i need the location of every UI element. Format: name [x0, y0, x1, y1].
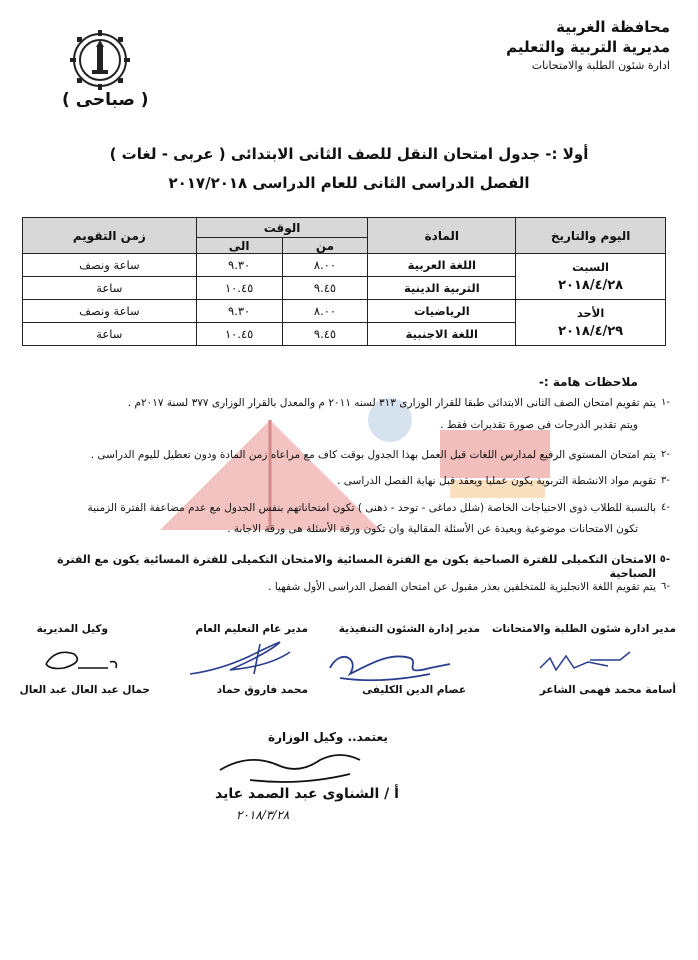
duration-cell: ساعة ونصف — [23, 254, 197, 277]
from-cell: ٩.٤٥ — [282, 277, 368, 300]
subject-cell: التربية الدينية — [368, 277, 516, 300]
notes-title: ملاحظات هامة :- — [538, 375, 638, 389]
note-item — [26, 396, 670, 410]
signature-name: محمد فاروق حماد — [216, 684, 308, 696]
signature-mark-icon — [210, 740, 370, 788]
governorate-label: محافظة الغربية — [556, 18, 670, 36]
to-cell: ١٠.٤٥ — [196, 323, 282, 346]
duration-cell: ساعة — [23, 323, 197, 346]
note-item — [26, 418, 638, 432]
signature-title: مدير عام التعليم العام — [195, 623, 308, 635]
signature-mark-icon — [38, 640, 128, 684]
header-subject: المادة — [368, 218, 516, 254]
day-date: ٢٠١٨/٤/٢٨ — [558, 278, 624, 293]
note-text: يتم امتحان المستوى الرفيع لمدارس اللغات قبل العمل بهذا الجدول بوقت كاف مع مراعاه زمن المادة ودون تعطيل لليوم الدراسى . — [90, 449, 656, 461]
note-text: الامتحان التكميلى للفترة الصباحية يكون مع الفترة المسائية والامتحان التكميلى للفترة المسائية يكون مع الفترة الصباحية — [57, 553, 656, 580]
to-cell: ٩.٣٠ — [196, 254, 282, 277]
table-row — [23, 254, 666, 277]
day-name: الأحد — [576, 306, 605, 320]
approval-label: يعتمد.. وكيل الوزارة — [268, 730, 388, 744]
note-number: -٤ — [661, 502, 670, 513]
signature-title: مدير إدارة الشئون التنفيذية — [338, 623, 480, 635]
from-cell: ٨.٠٠ — [282, 300, 368, 323]
signature-name: عصام الدين الكليفى — [362, 684, 466, 696]
to-cell: ٩.٣٠ — [196, 300, 282, 323]
header-to: الى — [196, 238, 282, 254]
note-number: -٢ — [661, 449, 670, 460]
signature-name: أسامة محمد فهمى الشاعر — [539, 684, 676, 696]
note-text: يتم تقويم اللغة الانجليزية للمتخلفين بعذر مقبول عن امتحان الفصل الدراسى الأول شفهيا . — [268, 581, 656, 593]
document-subtitle: الفصل الدراسى الثانى للعام الدراسى ٢٠١٧/٢٠١٨ — [168, 174, 530, 192]
from-cell: ٨.٠٠ — [282, 254, 368, 277]
document-title: أولا :- جدول امتحان النقل للصف الثانى الابتدائى ( عربى - لغات ) — [109, 145, 589, 163]
header-duration: زمن التقويم — [23, 218, 197, 254]
duration-cell: ساعة — [23, 277, 197, 300]
exam-schedule-table — [22, 217, 666, 346]
note-number: -١ — [661, 397, 670, 408]
signature-mark-icon — [180, 640, 300, 684]
note-item — [26, 522, 638, 536]
note-text: تقويم مواد الانشطة التربوية يكون عمليا ويعقد قبل نهاية الفصل الدراسى . — [337, 475, 656, 487]
note-text: بالنسبة للطلاب ذوى الاحتياجات الخاصة (شلل دماغى - توحد - ذهنى ) تكون امتحاناتهم بنفس الجدول مع عدم مضاعفة الفترة الزمنية — [87, 502, 656, 514]
signature-title: مدير ادارة شئون الطلبة والامتحانات — [491, 623, 676, 635]
ministry-emblem-icon — [68, 28, 132, 92]
note-number: -٦ — [661, 581, 670, 592]
table-row — [23, 300, 666, 323]
duration-cell: ساعة ونصف — [23, 300, 197, 323]
header-block — [506, 18, 670, 72]
signature-mark-icon — [530, 640, 650, 684]
note-number: -٣ — [661, 475, 670, 486]
signature-name: جمال عبد العال عبد العال — [19, 684, 150, 696]
note-item — [26, 448, 670, 462]
directorate-label: مديرية التربية والتعليم — [506, 38, 670, 56]
shift-label: ( صباحى ) — [62, 90, 149, 110]
note-text: ويتم تقدير الدرجات فى صورة تقديرات فقط . — [440, 419, 638, 431]
subject-cell: الرياضيات — [368, 300, 516, 323]
signature-title: وكيل المديرية — [36, 623, 108, 635]
note-item — [26, 501, 670, 515]
header-day-date: اليوم والتاريخ — [516, 218, 666, 254]
day-cell — [516, 300, 666, 346]
note-item — [26, 474, 670, 488]
to-cell: ١٠.٤٥ — [196, 277, 282, 300]
approval-date: ٢٠١٨/٣/٢٨ — [236, 808, 290, 822]
note-text: تكون الامتحانات موضوعية وبعيدة عن الأسئلة المقالية وان تكون ورقة الأسئلة هى ورقة الاجابة . — [227, 523, 638, 535]
department-label: ادارة شئون الطلبة والامتحانات — [531, 59, 670, 72]
day-date: ٢٠١٨/٤/٢٩ — [558, 324, 624, 339]
from-cell: ٩.٤٥ — [282, 323, 368, 346]
signature-mark-icon — [310, 640, 460, 684]
approver-name: أ / الشناوى عبد الصمد عايد — [215, 786, 399, 802]
header-from: من — [282, 238, 368, 254]
day-name: السبت — [572, 260, 610, 274]
day-cell — [516, 254, 666, 300]
note-text: يتم تقويم امتحان الصف الثانى الابتدائى طبقا للقرار الوزارى ٣١٣ لسنه ٢٠١١ م والمعدل بالقرار الوزارى ٣٧٧ لسنة ٢٠١٧م . — [127, 397, 656, 409]
header-time: الوقت — [196, 218, 368, 238]
note-number: -٥ — [659, 554, 670, 565]
subject-cell: اللغة الاجنبية — [368, 323, 516, 346]
subject-cell: اللغة العربية — [368, 254, 516, 277]
note-item — [26, 553, 670, 581]
note-item — [26, 580, 670, 594]
